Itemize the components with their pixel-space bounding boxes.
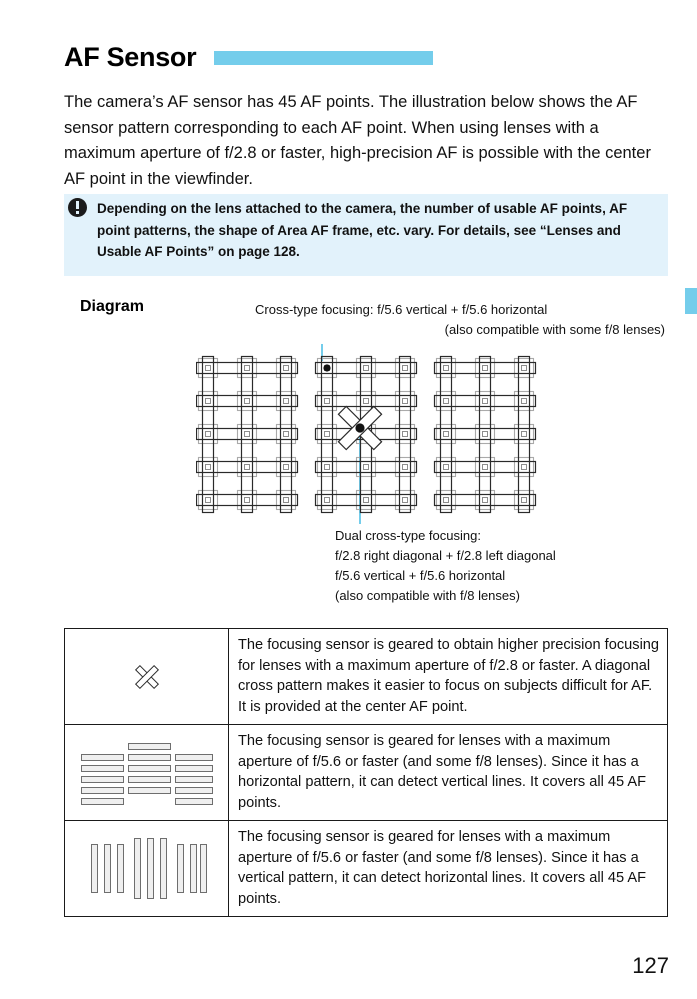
page-title: AF Sensor [64,42,197,72]
table-cell-text: The focusing sensor is geared for lenses with a maximum aperture of f/5.6 or faster (and some f/8 lenses). Since it has a vertical pattern, it can detect horizontal lines. It covers all 45 AF points. [229,821,668,917]
page-edge-tab [685,288,697,314]
caption-bottom-line4: (also compatible with f/8 lenses) [335,588,520,603]
caution-note [64,194,668,276]
caption-top-line2: (also compatible with some f/8 lenses) [444,322,665,337]
caption-top-line1: Cross-type focusing: f/5.6 vertical + f/5.6 horizontal [255,302,548,317]
table-row [65,629,668,725]
af-sensor-diagram [196,344,540,524]
diagram-caption-top [255,300,665,340]
diagonal-cross-sensor-icon [65,660,228,694]
table-cell-text: The focusing sensor is geared to obtain higher precision focusing for lenses with a maximum aperture of f/2.8 or faster. A diagonal cross pattern makes it easier to focus on subjects difficult for AF. It is provided at the center AF point. [229,629,668,725]
diagram-label: Diagram [80,298,145,315]
vertical-lines-sensor-icon [65,837,228,901]
af-cluster-left [197,357,298,513]
table-cell-text: The focusing sensor is geared for lenses with a maximum aperture of f/5.6 or faster (and some f/8 lenses). Since it has a horizontal pattern, it can detect vertical lines. It covers all 45 AF points. [229,725,668,821]
table-row [65,821,668,917]
caption-bottom-line3: f/5.6 vertical + f/5.6 horizontal [335,568,506,583]
caution-note-text: Depending on the lens attached to the camera, the number of usable AF points, AF point patterns, the shape of Area AF frame, etc. vary. For details, see “Lenses and Usable AF Points” on page 128. [97,201,628,259]
diagram-caption-bottom [335,526,665,606]
cross-type-point-marker [323,364,330,371]
af-cluster-right [435,357,536,513]
intro-paragraph: The camera’s AF sensor has 45 AF points. The illustration below shows the AF sensor pattern corresponding to each AF point. When using lenses with a maximum aperture of f/2.8 or faster, high-precision AF is possible with the center AF point in the viewfinder. [64,93,651,188]
exclamation-circle-icon [68,198,87,217]
page-header [64,44,433,71]
table-cell-icon [65,821,229,917]
af-sensor-svg [196,344,540,524]
table-cell-icon [65,725,229,821]
table-row [65,725,668,821]
horizontal-lines-sensor-icon [65,741,228,805]
caption-bottom-line1: Dual cross-type focusing: [335,528,481,543]
title-rule [214,51,433,65]
page-number: 127 [632,953,669,978]
table-cell-icon [65,629,229,725]
caption-bottom-line2: f/2.8 right diagonal + f/2.8 left diagonal [335,548,556,563]
sensor-type-table [64,628,668,917]
